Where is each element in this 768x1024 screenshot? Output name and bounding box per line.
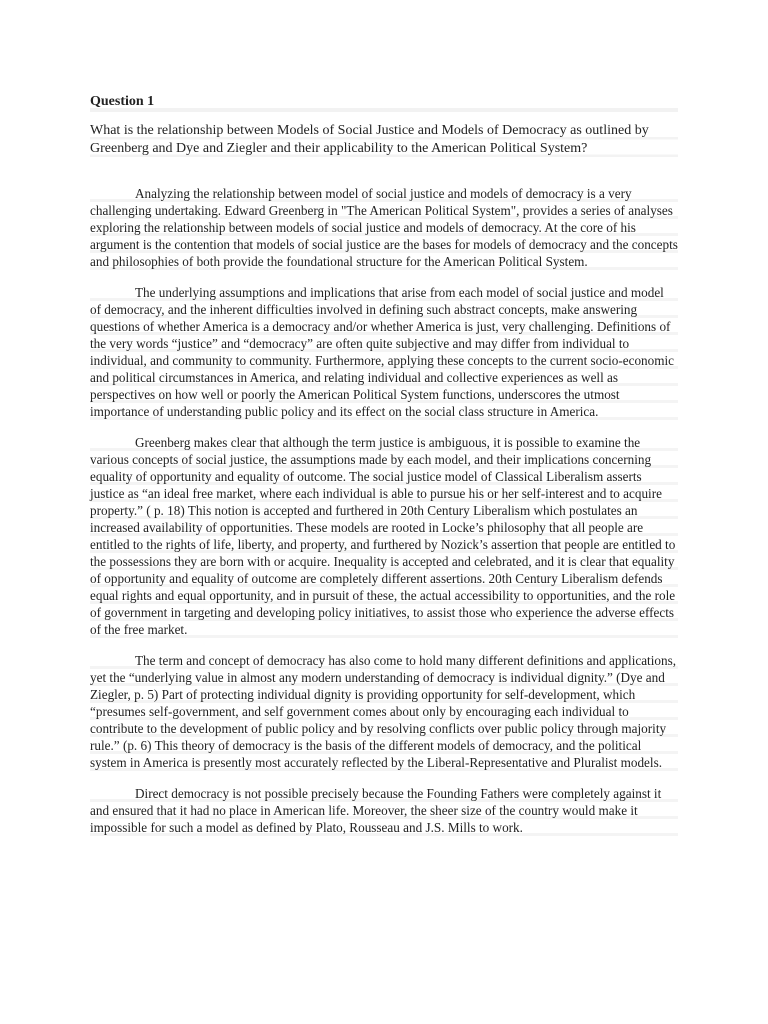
question-text: What is the relationship between Models of Social Justice and Models of Democracy as outlined by Greenberg and Dye and Ziegler and their applicability to the American Political System? [90,122,678,157]
paragraph-2: The underlying assumptions and implications that arise from each model of social justice and model of democracy, and the inherent difficulties involved in defining such abstract concepts, make answering questions of whether America is a democracy and/or whether America is just, very challenging. Definitions of the very words “justice” and “democracy” are often quite subjective and may differ from individual to individual, and community to community. Furthermore, applying these concepts to the current socio-economic and political circumstances in America, and relating individual and collective experiences as well as perspectives on how well or poorly the American Political System functions, underscores the utmost importance of understanding public policy and its effect on the social class structure in America. [90,284,678,420]
paragraph-1: Analyzing the relationship between model of social justice and models of democracy is a very challenging undertaking. Edward Greenberg in "The American Political System", provides a series of analyses exploring the relationship between models of social justice and models of democracy. At the core of his argument is the contention that models of social justice are the bases for models of democracy and the concepts and philosophies of both provide the foundational structure for the American Political System. [90,186,678,269]
document-page [90,88,678,850]
paragraph-4: The term and concept of democracy has also come to hold many different definitions and applications, yet the “underlying value in almost any modern understanding of democracy is individual dignity.” (Dye and Ziegler, p. 5) Part of protecting individual dignity is providing opportunity for self-development, which “presumes self-government, and self government comes about only by encouraging each individual to contribute to the development of public policy and by resolving conflicts over public policy through majority rule.” (p. 6) This theory of democracy is the basis of the different models of democracy, and the political system in America is presently most accurately reflected by the Liberal-Representative and Pluralist models. [90,653,677,770]
paragraph-5: Direct democracy is not possible precisely because the Founding Fathers were completely against it and ensured that it had no place in American life. Moreover, the sheer size of the country would make it impossible for such a model as defined by Plato, Rousseau and J.S. Mills to work. [90,785,678,836]
paragraph-3: Greenberg makes clear that although the term justice is ambiguous, it is possible to examine the various concepts of social justice, the assumptions made by each model, and their implications concerning equality of opportunity and equality of outcome. The social justice model of Classical Liberalism asserts justice as “an ideal free market, where each individual is able to pursue his or her self-interest and to acquire property.” ( p. 18) This notion is accepted and furthered in 20th Century Liberalism which postulates an increased availability of opportunities. These models are rooted in Locke’s philosophy that all people are entitled to the rights of life, liberty, and property, and furthered by Nozick’s assertion that people are entitled to the possessions they are born with or acquire. Inequality is accepted and celebrated, and it is clear that equality of opportunity and equality of outcome are completely different assertions. 20th Century Liberalism defends equal rights and equal opportunity, and in pursuit of these, the actual accessibility to opportunities, and the role of government in targeting and developing policy initiatives, to assist those who experience the adverse effects of the free market. [90,434,678,638]
question-heading: Question 1 [90,88,678,112]
